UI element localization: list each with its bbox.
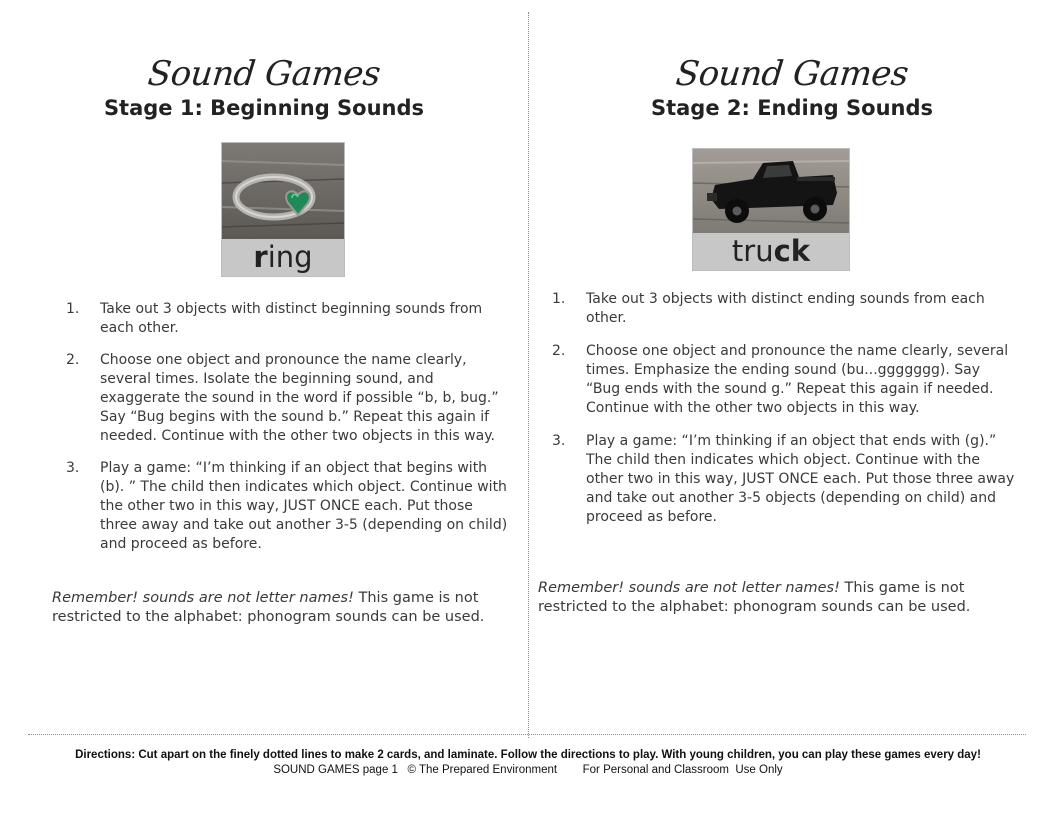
card-stage-2 bbox=[528, 0, 1056, 734]
list-item-number: 1. bbox=[552, 291, 566, 307]
list-item-text: Take out 3 objects with distinct beginning sounds from each other. bbox=[100, 301, 483, 336]
list-item bbox=[538, 432, 1016, 527]
directions-text: Directions: Cut apart on the finely dotted lines to make 2 cards, and laminate. Follow the directions to play. With young children, you can play these games every day! bbox=[75, 749, 981, 761]
list-item-number: 2. bbox=[552, 343, 566, 359]
horizontal-cut-line bbox=[28, 734, 1026, 735]
card-script-title: Sound Games bbox=[145, 54, 383, 94]
list-item bbox=[52, 300, 512, 338]
list-item-text: Take out 3 objects with distinct ending sounds from each other. bbox=[586, 291, 985, 326]
remember-note: Remember! sounds are not letter names! This game is not restricted to the alphabet: phonogram sounds can be used. bbox=[538, 580, 971, 615]
list-item-text: Choose one object and pronounce the name clearly, several times. Isolate the beginning sound, and exaggerate the sound in the word if possible “b, b, bug.” Say “Bug begins with the sound b.” Repeat this again if needed. Continue with the other two objects in this way. bbox=[100, 352, 499, 444]
list-item bbox=[538, 342, 1016, 418]
remember-note: Remember! sounds are not letter names! This game is not restricted to the alphabet: phonogram sounds can be used. bbox=[52, 590, 485, 625]
card-script-title: Sound Games bbox=[673, 54, 911, 94]
list-item-number: 3. bbox=[552, 433, 566, 449]
list-item-number: 2. bbox=[66, 352, 80, 368]
list-item-number: 1. bbox=[66, 301, 80, 317]
ring-photo bbox=[221, 142, 345, 277]
instruction-list bbox=[538, 290, 1016, 527]
truck-photo bbox=[692, 148, 850, 271]
ring-image bbox=[222, 143, 344, 239]
footer-text: SOUND GAMES page 1 © The Prepared Environment For Personal and Classroom Use Only bbox=[273, 764, 783, 776]
truck-word-label: truck bbox=[693, 233, 849, 270]
ring-word-label: ring bbox=[222, 239, 344, 276]
list-item-text: Choose one object and pronounce the name clearly, several times. Emphasize the ending sound (bu...ggggggg). Say “Bug ends with the sound g.” Repeat this again if needed. Continue with the other two objects in this way. bbox=[586, 343, 1009, 416]
list-item bbox=[52, 459, 512, 554]
list-item-text: Play a game: “I’m thinking if an object that begins with (b). ” The child then indicates which object. Continue with the other two in this way, JUST ONCE each. Put those three away and take out another 3-5 (depending on child) and proceed as before. bbox=[100, 460, 508, 552]
list-item bbox=[538, 290, 1016, 328]
card-stage-1 bbox=[0, 0, 528, 734]
truck-image bbox=[693, 149, 849, 233]
list-item bbox=[52, 351, 512, 446]
instruction-list bbox=[52, 300, 512, 554]
card-stage-title: Stage 1: Beginning Sounds bbox=[103, 96, 425, 120]
list-item-number: 3. bbox=[66, 460, 80, 476]
card-stage-title: Stage 2: Ending Sounds bbox=[650, 96, 934, 120]
list-item-text: Play a game: “I’m thinking if an object that ends with (g).” The child then indicates which object. Continue with the other two in this way, JUST ONCE each. Put those three away and take out another 3-5 objects (depending on child) and proceed as before. bbox=[586, 433, 1015, 525]
